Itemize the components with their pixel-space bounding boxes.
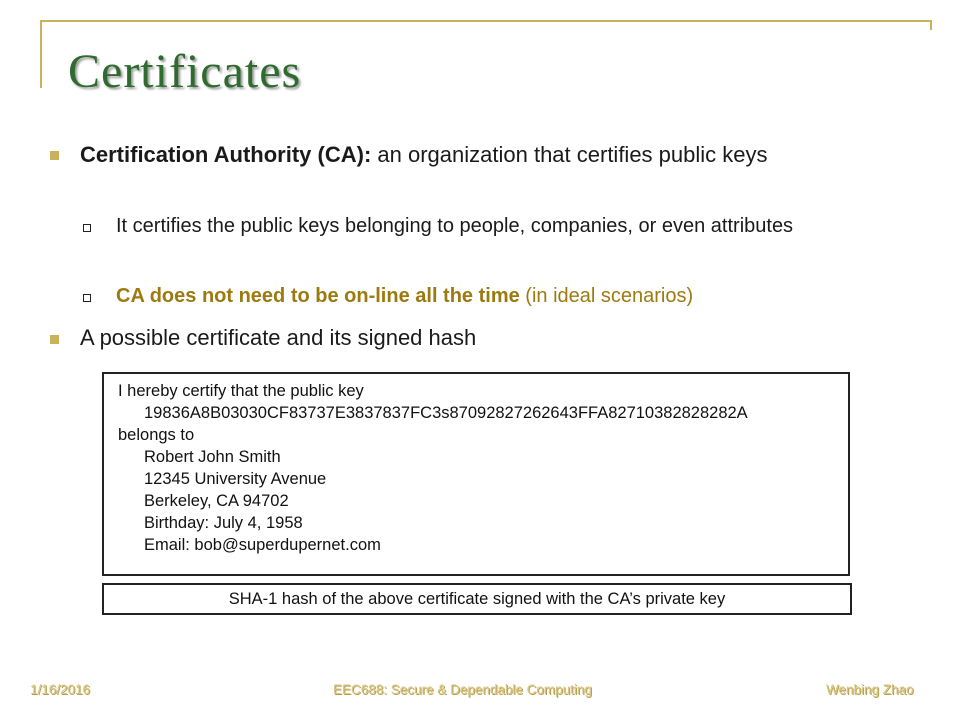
bullet-square-icon: [50, 335, 59, 344]
bullet-square-icon: [50, 151, 59, 160]
certificate-line: I hereby certify that the public key: [118, 382, 364, 400]
sub-bullet-online-note: (in ideal scenarios): [519, 285, 694, 307]
certificate-email: Email: bob@superdupernet.com: [144, 536, 381, 554]
sub-bullet-certifies: It certifies the public keys belonging to people, companies, or even attributes: [116, 215, 794, 237]
certificate-public-key: 19836A8B03030CF83737E3837837FC3s87092827262643FFA82710382828282A: [144, 404, 748, 422]
certificate-birthday: Birthday: July 4, 1958: [144, 514, 303, 532]
certificate-box: [102, 372, 850, 576]
bullet-ca-term: Certification Authority (CA):: [80, 142, 372, 167]
bullet-ca-description: an organization that certifies public keys: [371, 142, 768, 167]
footer-author: Wenbing Zhao: [826, 682, 914, 697]
signed-hash-box: SHA-1 hash of the above certificate signed with the CA’s private key: [102, 583, 852, 615]
sub-bullet-online-emphasis: CA does not need to be on-line all the time: [116, 285, 520, 307]
frame-left-line: [40, 20, 42, 88]
sub-bullet-square-icon: [83, 294, 91, 302]
certificate-address: 12345 University Avenue: [144, 470, 327, 488]
frame-top-line: [40, 20, 932, 22]
sub-bullet-online: [116, 282, 916, 310]
footer-course: EEC688: Secure & Dependable Computing: [333, 682, 592, 697]
footer-date: 1/16/2016: [30, 682, 91, 697]
bullet-ca-definition: [80, 140, 900, 170]
sub-bullet-square-icon: [83, 224, 91, 232]
bullet-possible-certificate: A possible certificate and its signed hash: [80, 325, 477, 350]
certificate-name: Robert John Smith: [144, 448, 281, 466]
slide-title: Certificates: [68, 45, 302, 98]
certificate-city: Berkeley, CA 94702: [144, 492, 289, 510]
frame-right-tick: [930, 20, 932, 30]
certificate-line: belongs to: [118, 426, 195, 444]
